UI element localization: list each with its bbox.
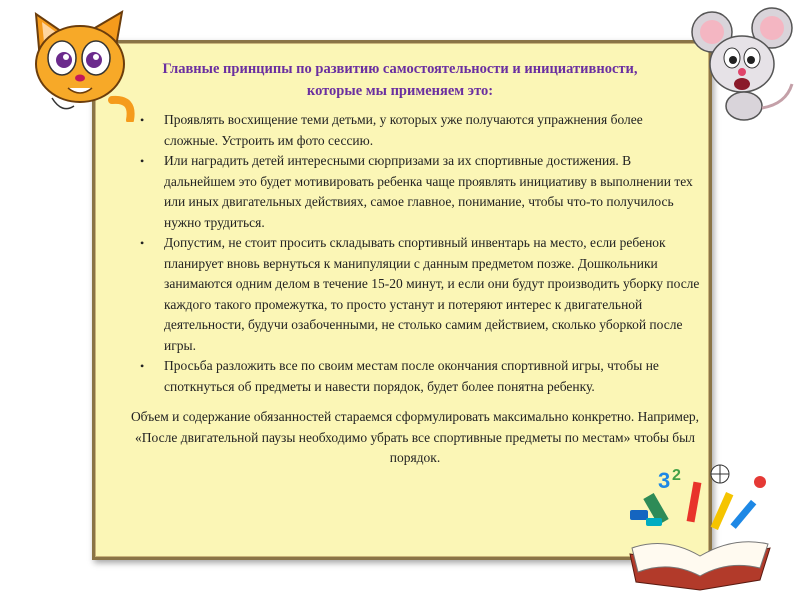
svg-text:2: 2 — [672, 467, 681, 484]
slide-title: Главные принципы по развитию самостоятельности и инициативности, которые мы применяем это: — [162, 61, 638, 99]
closing-paragraph: Объем и содержание обязанностей стараемся сформулировать максимально конкретно. Например, «После двигательной паузы необходимо убрать все спортивные предметы по местам» чтобы был порядок. — [130, 409, 700, 465]
svg-text:3: 3 — [658, 468, 671, 493]
list-item: • Проявлять восхищение теми детьми, у которых уже получаются упражнения более сложные. Устроить им фото сессию. — [140, 110, 700, 151]
cartoon-mouse-icon — [690, 4, 800, 122]
open-book-school-supplies-icon — [610, 452, 790, 592]
cartoon-cat-icon — [22, 2, 142, 122]
principles-list — [140, 110, 700, 397]
list-item: • Допустим, не стоит просить складывать спортивный инвентарь на место, если ребенок планирует вновь вернуться к манипуляции с данным предметом позже. Дошкольники занимаются одним делом в течение 15-20 минут, и если они будут производить уборку после каждого такого промежутка, то просто устанут и потеряют интерес к двигательной деятельности, будучи озабоченными, не столько самим действием, сколько уборкой после игры. — [140, 233, 700, 356]
list-item: • Или наградить детей интересными сюрпризами за их спортивные достижения. В дальнейшем это будет мотивировать ребенка чаще проявлять инициативу в выполнении тех или иных двигательных действиях, самое главное, понимание, чтобы что-то получилось нужно трудиться. — [140, 151, 700, 233]
list-item: • Просьба разложить все по своим местам после окончания спортивной игры, чтобы не споткнуться об предметы и навести порядок, будет более понятна ребенку. — [140, 356, 700, 397]
